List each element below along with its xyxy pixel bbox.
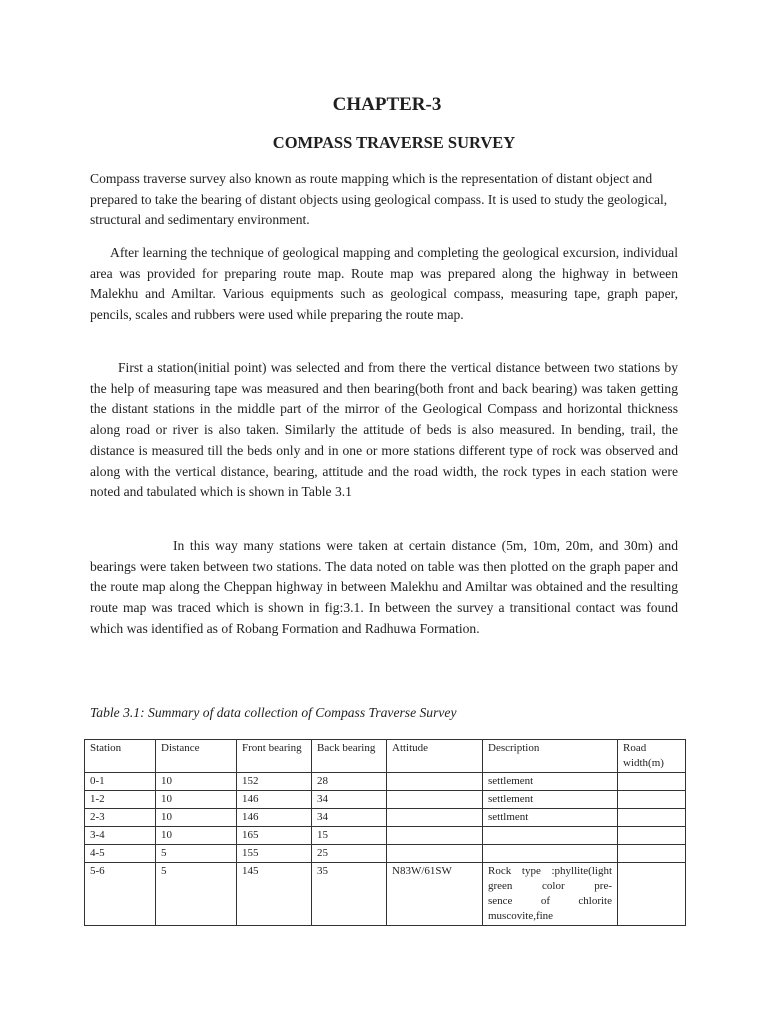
table-cell: 35: [312, 863, 387, 926]
table-cell: [618, 791, 686, 809]
table-cell: 3-4: [85, 827, 156, 845]
table-cell: 146: [237, 791, 312, 809]
table-cell: 4-5: [85, 845, 156, 863]
table-row: [85, 809, 686, 827]
table-cell: 5: [156, 845, 237, 863]
table-cell: [618, 863, 686, 926]
header-cell: Description: [483, 740, 618, 773]
table-cell: 10: [156, 791, 237, 809]
table-cell: 28: [312, 773, 387, 791]
description-line: sence of chlorite muscovite,fine: [488, 895, 612, 922]
table-cell: [387, 773, 483, 791]
table-cell: [387, 809, 483, 827]
table-row: [85, 827, 686, 845]
table-cell: settlment: [483, 809, 618, 827]
header-cell: Back bearing: [312, 740, 387, 773]
table-cell: 146: [237, 809, 312, 827]
table-cell: 34: [312, 791, 387, 809]
table-cell: settlement: [483, 791, 618, 809]
table-cell: [387, 827, 483, 845]
header-cell: Distance: [156, 740, 237, 773]
header-cell: Attitude: [387, 740, 483, 773]
table-cell: [387, 791, 483, 809]
description-line: Rock type :phyllite(light green color pre-: [488, 865, 612, 892]
table-cell: 10: [156, 773, 237, 791]
table-cell: N83W/61SW: [387, 863, 483, 926]
header-cell: Front bearing: [237, 740, 312, 773]
table-cell: [483, 827, 618, 845]
table-cell: [618, 773, 686, 791]
table-cell: 5: [156, 863, 237, 926]
table-cell: 2-3: [85, 809, 156, 827]
table-cell: 165: [237, 827, 312, 845]
table-cell: 5-6: [85, 863, 156, 926]
table-row: [85, 791, 686, 809]
table-cell: 15: [312, 827, 387, 845]
table-cell: [483, 845, 618, 863]
table-cell: 1-2: [85, 791, 156, 809]
chapter-heading: CHAPTER-3: [332, 94, 442, 115]
table-caption: Table 3.1: Summary of data collection of Compass Traverse Survey: [90, 705, 457, 720]
paragraph-procedure: First a station(initial point) was selected and from there the vertical distance between two stations by the help of measuring tape was measured and then bearing(both front and back bearing) was taken getting the distant stations in the middle part of the mirror of the Geological Compass and horizontal thickness along road or river is also taken. Similarly the attitude of beds is also measured. In bending, trail, the distance is measured till the beds only and in one or more stations different type of rock was observed and along with the vertical distance, bearing, attitude and the road width, the rock types in each station were noted and tabulated which is shown in Table 3.1: [90, 360, 678, 500]
table-header-row: [85, 740, 686, 773]
table-cell: 10: [156, 827, 237, 845]
paragraph-results: In this way many stations were taken at certain distance (5m, 10m, 20m, and 30m) and bearings were taken between two stations. The data noted on table was then plotted on the graph paper and the route map along the Cheppan highway in between Malekhu and Amiltar was obtained and the resulting route map was traced which is shown in fig:3.1. In between the survey a transitional contact was found which was identified as of Robang Formation and Radhuwa Formation.: [90, 538, 678, 636]
table-row: [85, 863, 686, 926]
description-cell: [483, 863, 618, 926]
paragraph-intro: Compass traverse survey also known as route mapping which is the representation of distant object and prepared to take the bearing of distant objects using geological compass. It is used to study the geological, structural and sedimentary environment.: [90, 171, 668, 228]
header-cell: Road width(m): [618, 740, 686, 773]
table-cell: 0-1: [85, 773, 156, 791]
table-cell: 155: [237, 845, 312, 863]
table-cell: settlement: [483, 773, 618, 791]
table-cell: 10: [156, 809, 237, 827]
table-cell: [618, 845, 686, 863]
table-row: [85, 845, 686, 863]
table-cell: 145: [237, 863, 312, 926]
paragraph-method: After learning the technique of geological mapping and completing the geological excursion, individual area was provided for preparing route map. Route map was prepared along the highway in between Malekhu and Amiltar. Various equipments such as geological compass, measuring tape, graph paper, pencils, scales and rubbers were used while preparing the route map.: [90, 245, 678, 323]
table-cell: [387, 845, 483, 863]
header-cell: Station: [85, 740, 156, 773]
table-row: [85, 773, 686, 791]
table-cell: 34: [312, 809, 387, 827]
section-title: COMPASS TRAVERSE SURVEY: [272, 133, 516, 152]
survey-data-table: [84, 739, 686, 926]
table-cell: 25: [312, 845, 387, 863]
table-cell: 152: [237, 773, 312, 791]
table-cell: [618, 809, 686, 827]
table-cell: [618, 827, 686, 845]
